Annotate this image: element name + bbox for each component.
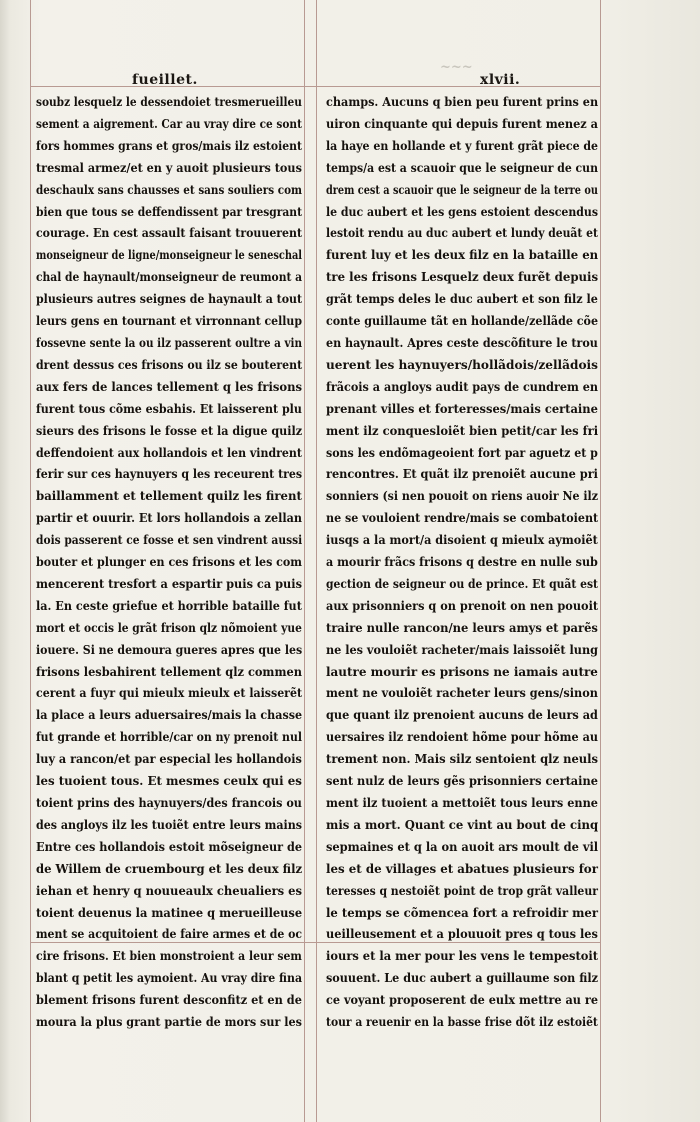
text-line: traire nulle rancon/ne leurs amys et parẽs — [326, 620, 598, 635]
text-line: mencerent tresfort a espartir puis ca puis — [36, 576, 302, 591]
text-line: cire frisons. Et bien monstroient a leur sem — [36, 949, 302, 964]
text-line: bien que tous se deffendissent par tresgrant — [36, 204, 303, 219]
text-line: tre les frisons Lesquelz deux furẽt depuis — [326, 270, 599, 285]
text-line: Entre ces hollandois estoit mõseigneur de — [36, 839, 303, 854]
text-line: monseigneur de ligne/monseigneur le seneschal — [36, 248, 303, 263]
text-line: furent luy et les deux filz en la bataille en — [326, 248, 599, 263]
text-line: fossevne sente la ou ilz passerent oultre a vin — [36, 335, 303, 350]
gutter-rule-right — [316, 0, 317, 1122]
text-line: les et de villages et abatues plusieurs for — [326, 861, 598, 876]
text-line: les tuoient tous. Et mesmes ceulx qui es — [36, 774, 302, 789]
text-line: ce voyant proposerent de eulx mettre au re — [326, 993, 599, 1008]
text-line: iehan et henry q nouueaulx cheualiers es — [36, 883, 302, 898]
text-line: la haye en hollande et y furent grãt piece de — [326, 138, 599, 153]
text-line: ment se acquitoient de faire armes et de oc — [36, 927, 303, 942]
text-line: en haynault. Apres ceste descõfiture le trou — [326, 335, 598, 350]
text-line: deschaulx sans chausses et sans souliers com — [36, 182, 303, 197]
text-line: blement frisons furent desconfitz et en de — [36, 993, 302, 1008]
gutter-rule-left — [304, 0, 305, 1122]
text-line: temps/a est a scauoir que le seigneur de cun — [326, 160, 598, 175]
text-line: sement a aigrement. Car au vray dire ce sont — [36, 116, 302, 131]
text-line: aux prisonniers q on prenoit on nen pouoit — [326, 598, 599, 613]
text-line: a mourir frãcs frisons q destre en nulle sub — [326, 555, 598, 570]
text-line: tresmal armez/et en y auoit plusieurs tous — [36, 160, 302, 175]
text-line: chal de haynault/monseigneur de reumont a — [36, 270, 303, 285]
text-line: ferir sur ces haynuyers q les receurent tres — [36, 467, 303, 482]
text-line: gection de seigneur ou de prince. Et quãt est — [326, 576, 598, 591]
text-line: drent dessus ces frisons ou ilz se bouterent — [36, 357, 303, 372]
text-line: lautre mourir es prisons ne iamais autre — [326, 664, 598, 679]
text-line: sent nulz de leurs gẽs prisonniers certaine — [326, 774, 598, 789]
text-line: conte guillaume tãt en hollande/zellãde cõe — [326, 314, 599, 329]
text-line: uiron cinquante qui depuis furent menez a — [326, 116, 599, 131]
text-line: la. En ceste griefue et horrible bataille fut — [36, 598, 302, 613]
text-line: bouter et plunger en ces frisons et les com — [36, 555, 303, 570]
text-line: tour a reuenir en la basse frise dõt ilz estoiẽt — [326, 1015, 598, 1030]
show-through-text: ~~~ — [440, 60, 473, 75]
text-line: sepmaines et q la on auoit ars moult de vil — [326, 839, 599, 854]
text-line: iusqs a la mort/a disoient q mieulx aymoiẽt — [326, 533, 598, 548]
text-line: deffendoient aux hollandois et len vindrent — [36, 445, 302, 460]
text-line: dois passerent ce fosse et sen vindrent aussi — [36, 533, 303, 548]
text-line: leurs gens en tournant et virronnant cellup — [36, 314, 303, 329]
text-line: iouere. Si ne demoura gueres apres que les — [36, 642, 303, 657]
text-line: grãt temps deles le duc aubert et son filz le — [326, 292, 598, 307]
text-line: ne se vouloient rendre/mais se combatoient — [326, 511, 599, 526]
text-line: soubz lesquelz le dessendoiet tresmerueilleu — [36, 95, 302, 109]
text-line: furent tous cõme esbahis. Et laisserent plu — [36, 401, 302, 416]
text-line: iours et la mer pour les vens le tempestoit — [326, 949, 599, 964]
text-line: lestoit rendu au duc aubert et lundy deuãt et — [326, 226, 598, 241]
text-line: partir et ouurir. Et lors hollandois a zellan — [36, 511, 302, 526]
text-line: le temps se cõmencea fort a refroidir mer — [326, 905, 598, 920]
text-line: ment ilz tuoient a mettoiẽt tous leurs enne — [326, 796, 598, 810]
text-line: toient deuenus la matinee q merueilleuse — [36, 905, 303, 920]
text-line: toient prins des haynuyers/des francois ou — [36, 796, 302, 810]
text-line: sonniers (si nen pouoit on riens auoir Ne ilz — [326, 489, 598, 504]
text-line: luy a rancon/et par especial les hollandois — [36, 752, 302, 767]
text-line: teresses q nestoiẽt point de trop grãt valleur — [326, 883, 598, 898]
text-line: sons les endõmageoient fort par aguetz et p — [326, 445, 598, 460]
text-line: blant q petit les aymoient. Au vray dire fina — [36, 971, 303, 986]
text-line: ment ne vouloiẽt racheter leurs gens/sinon — [326, 686, 598, 701]
text-line: sieurs des frisons le fosse et la digue quilz — [36, 423, 303, 438]
text-line: le duc aubert et les gens estoient descendus — [326, 204, 599, 219]
text-line: champs. Aucuns q bien peu furent prins en — [326, 95, 599, 109]
text-line: prenant villes et forteresses/mais certaine — [326, 401, 598, 416]
text-line: de Willem de cruembourg et les deux filz — [36, 861, 303, 876]
folio-right: xlvii. — [480, 72, 521, 88]
text-line: drem cest a scauoir que le seigneur de la terre ou — [326, 182, 598, 197]
text-line: uerent les haynuyers/hollãdois/zellãdois — [326, 357, 598, 372]
text-line: ne les vouloiẽt racheter/mais laissoiẽt lung — [326, 642, 599, 657]
text-line: courage. En cest assault faisant trouuerent — [36, 226, 303, 241]
text-line: trement non. Mais silz sentoient qlz neuls — [326, 752, 599, 767]
text-line: que quant ilz prenoient aucuns de leurs ad — [326, 708, 598, 723]
text-line: la place a leurs aduersaires/mais la chasse — [36, 708, 303, 723]
left-margin-rule — [30, 0, 31, 1122]
text-line: frãcois a angloys audit pays de cundrem en — [326, 379, 599, 394]
text-line: aux fers de lances tellement q les frisons — [36, 379, 303, 394]
text-line: rencontres. Et quãt ilz prenoiẽt aucune pri — [326, 467, 598, 482]
text-line: souuent. Le duc aubert a guillaume son filz — [326, 971, 598, 986]
text-line: cerent a fuyr qui mieulx mieulx et laisserẽt — [36, 686, 303, 701]
text-line: baillamment et tellement quilz les firent — [36, 489, 302, 504]
text-line: plusieurs autres seignes de haynault a tout — [36, 292, 303, 307]
right-text-column — [326, 92, 602, 1034]
text-line: mis a mort. Quant ce vint au bout de cinq — [326, 817, 599, 832]
text-line: frisons lesbahirent tellement qlz commen — [36, 664, 302, 679]
text-line: uersaires ilz rendoient hõme pour hõme au — [326, 730, 598, 745]
left-text-column — [36, 92, 304, 1034]
text-line: ueilleusement et a plouuoit pres q tous les — [326, 927, 598, 942]
text-line: mort et occis le grãt frison qlz nõmoient yue — [36, 620, 302, 635]
text-line: des angloys ilz les tuoiẽt entre leurs mains — [36, 817, 303, 832]
folio-left: fueillet. — [132, 72, 198, 88]
text-line: fut grande et horrible/car on ny prenoit nul — [36, 730, 303, 745]
text-line: moura la plus grant partie de mors sur les — [36, 1015, 302, 1030]
text-line: fors hommes grans et gros/mais ilz estoient — [36, 138, 303, 153]
text-line: ment ilz conquesloiẽt bien petit/car les fri — [326, 423, 599, 438]
